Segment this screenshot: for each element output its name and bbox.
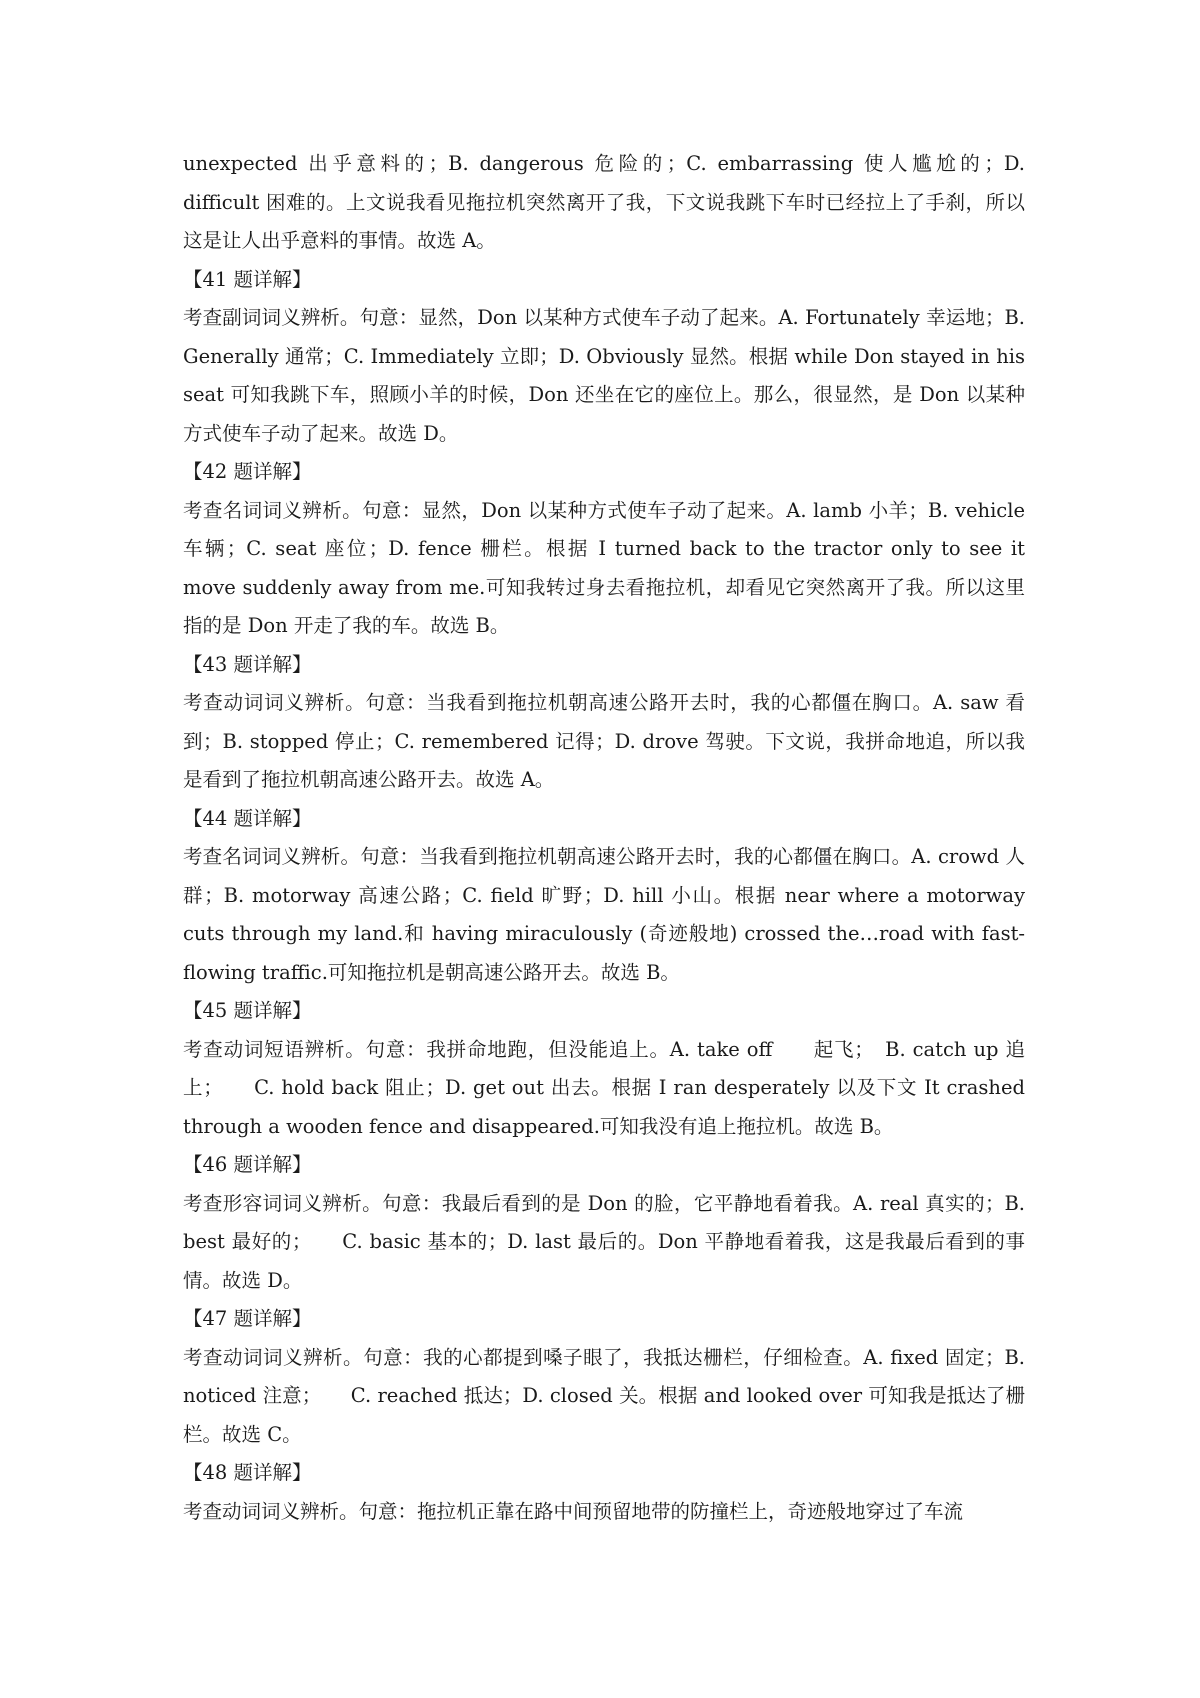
- answer-explanation-46: 考查形容词词义辨析。句意：我最后看到的是 Don 的脸，它平静地看着我。A. real 真实的；B. best 最好的； C. basic 基本的；D. last 最后的。Don 平静地看着我，这是我最后看到的事情。故选 D。: [183, 1191, 1025, 1292]
- answer-explanation-44: 考查名词词义辨析。句意：当我看到拖拉机朝高速公路开去时，我的心都僵在胸口。A. crowd 人群；B. motorway 高速公路；C. field 旷野；D. hill 小山。根据 near where a motorway cuts through my land.和 having miraculously (奇迹般地) crossed the…road with fast-flowing traffic.可知拖拉机是朝高速公路开去。故选 B。: [183, 845, 1025, 984]
- answer-explanation-42: 考查名词词义辨析。句意：显然，Don 以某种方式使车子动了起来。A. lamb 小羊；B. vehicle 车辆；C. seat 座位；D. fence 栅栏。根据 I turned back to the tractor only to see it move suddenly away from me.可知我转过身去看拖拉机，却看见它突然离开了我。所以这里指的是 Don 开走了我的车。故选 B。: [183, 498, 1025, 637]
- answer-explanation-47: 考查动词词义辨析。句意：我的心都提到嗓子眼了，我抵达栅栏，仔细检查。A. fixed 固定；B. noticed 注意； C. reached 抵达；D. closed 关。根据 and looked over 可知我是抵达了栅栏。故选 C。: [183, 1345, 1025, 1446]
- document-page: [183, 145, 1025, 1531]
- answer-explanation-40: unexpected 出乎意料的；B. dangerous 危险的；C. embarrassing 使人尴尬的；D. difficult 困难的。上文说我看见拖拉机突然离开了我，下文说我跳下车时已经拉上了手刹，所以这是让人出乎意料的事情。故选 A。: [183, 152, 1025, 252]
- question-heading-45: 【45 题详解】: [183, 999, 312, 1022]
- answer-explanation-45: 考查动词短语辨析。句意：我拼命地跑，但没能追上。A. take off 起飞； B. catch up 追上； C. hold back 阻止；D. get out 出去。根据 I ran desperately 以及下文 It crashed through a wooden fence and disappeared.可知我没有追上拖拉机。故选 B。: [183, 1037, 1025, 1138]
- answer-explanation-41: 考查副词词义辨析。句意：显然，Don 以某种方式使车子动了起来。A. Fortunately 幸运地；B. Generally 通常；C. Immediately 立即；D. Obviously 显然。根据 while Don stayed in his seat 可知我跳下车，照顾小羊的时候，Don 还坐在它的座位上。那么，很显然，是 Don 以某种方式使车子动了起来。故选 D。: [183, 306, 1025, 445]
- question-heading-43: 【43 题详解】: [183, 652, 312, 676]
- question-heading-42: 【42 题详解】: [183, 460, 312, 483]
- question-heading-46: 【46 题详解】: [183, 1153, 312, 1176]
- question-heading-47: 【47 题详解】: [183, 1307, 312, 1330]
- question-heading-41: 【41 题详解】: [183, 267, 312, 291]
- question-heading-48: 【48 题详解】: [183, 1461, 312, 1484]
- answer-explanation-48: 考查动词词义辨析。句意：拖拉机正靠在路中间预留地带的防撞栏上，奇迹般地穿过了车流: [183, 1499, 964, 1523]
- answer-explanation-43: 考查动词词义辨析。句意：当我看到拖拉机朝高速公路开去时，我的心都僵在胸口。A. saw 看到；B. stopped 停止；C. remembered 记得；D. drove 驾驶。下文说，我拼命地追，所以我是看到了拖拉机朝高速公路开去。故选 A。: [183, 691, 1025, 791]
- question-heading-44: 【44 题详解】: [183, 806, 312, 830]
